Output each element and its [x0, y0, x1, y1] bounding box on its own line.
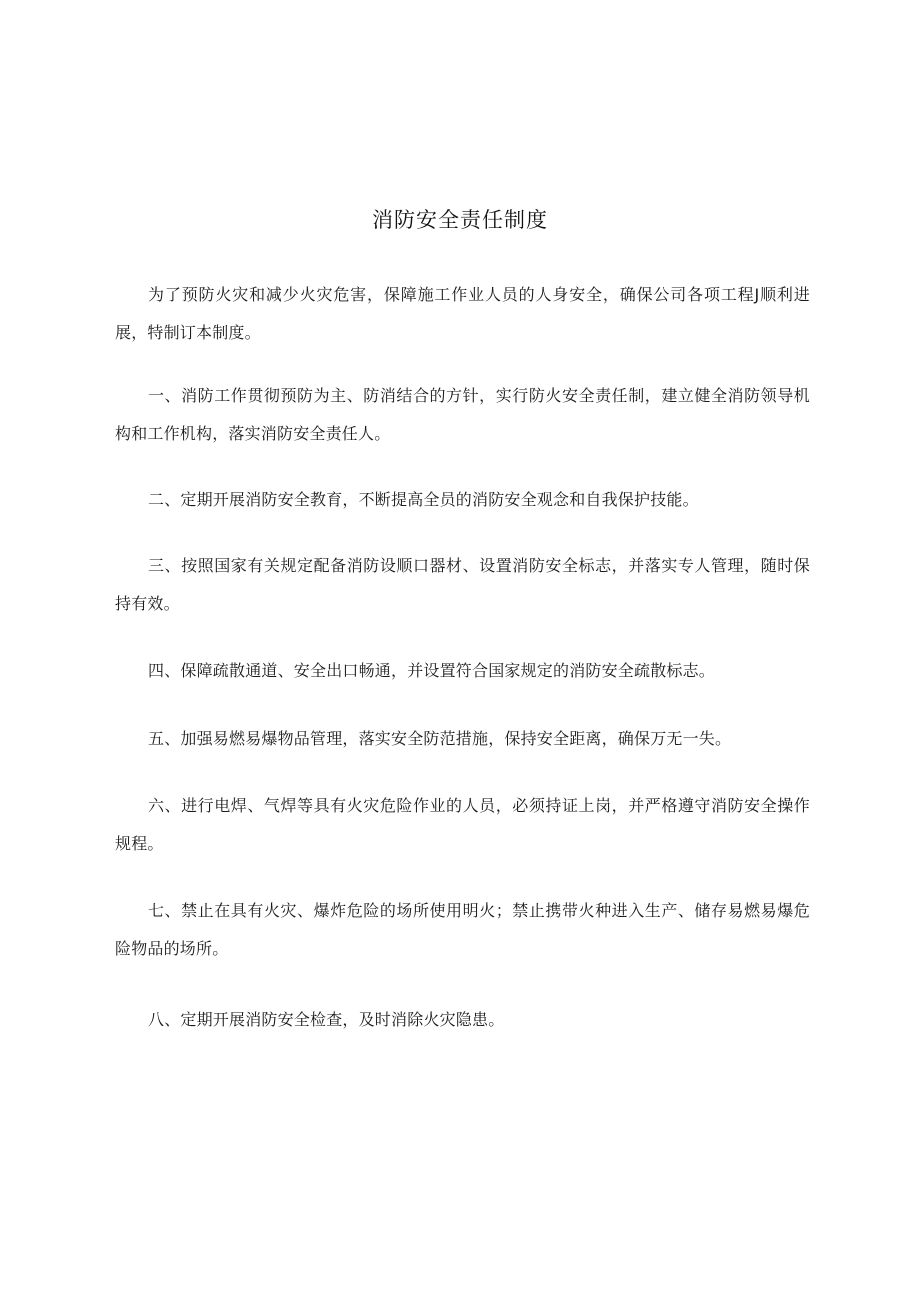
clause-8-paragraph: 八、定期开展消防安全检查，及时消除火灾隐患。 [148, 1010, 505, 1029]
clause-2-paragraph: 二、定期开展消防安全教育，不断提高全员的消防安全观念和自我保护技能。 [148, 490, 699, 509]
clause-5-paragraph: 五、加强易燃易爆物品管理，落实安全防范措施，保持安全距离，确保万无一失。 [148, 729, 732, 748]
clause-6-paragraph: 六、进行电焊、气焊等具有火灾危险作业的人员，必须持证上岗，并严格遵守消防安全操作规程。 [115, 796, 810, 853]
clause-4-paragraph: 四、保障疏散通道、安全出口畅通，并设置符合国家规定的消防安全疏散标志。 [148, 661, 716, 680]
clause-1-paragraph: 一、消防工作贯彻预防为主、防消结合的方针，实行防火安全责任制，建立健全消防领导机构和工作机构，落实消防安全责任人。 [115, 386, 810, 443]
intro-paragraph: 为了预防火灾和减少火灾危害，保障施工作业人员的人身安全，确保公司各项工程J顺利进展，特制订本制度。 [115, 285, 810, 342]
clause-3-paragraph: 三、按照国家有关规定配备消防设顺口器材、设置消防安全标志，并落实专人管理，随时保持有效。 [115, 556, 810, 613]
document-title: 消防安全责任制度 [372, 208, 548, 232]
clause-7-paragraph: 七、禁止在具有火灾、爆炸危险的场所使用明火；禁止携带火种进入生产、储存易燃易爆危险物品的场所。 [115, 901, 810, 958]
